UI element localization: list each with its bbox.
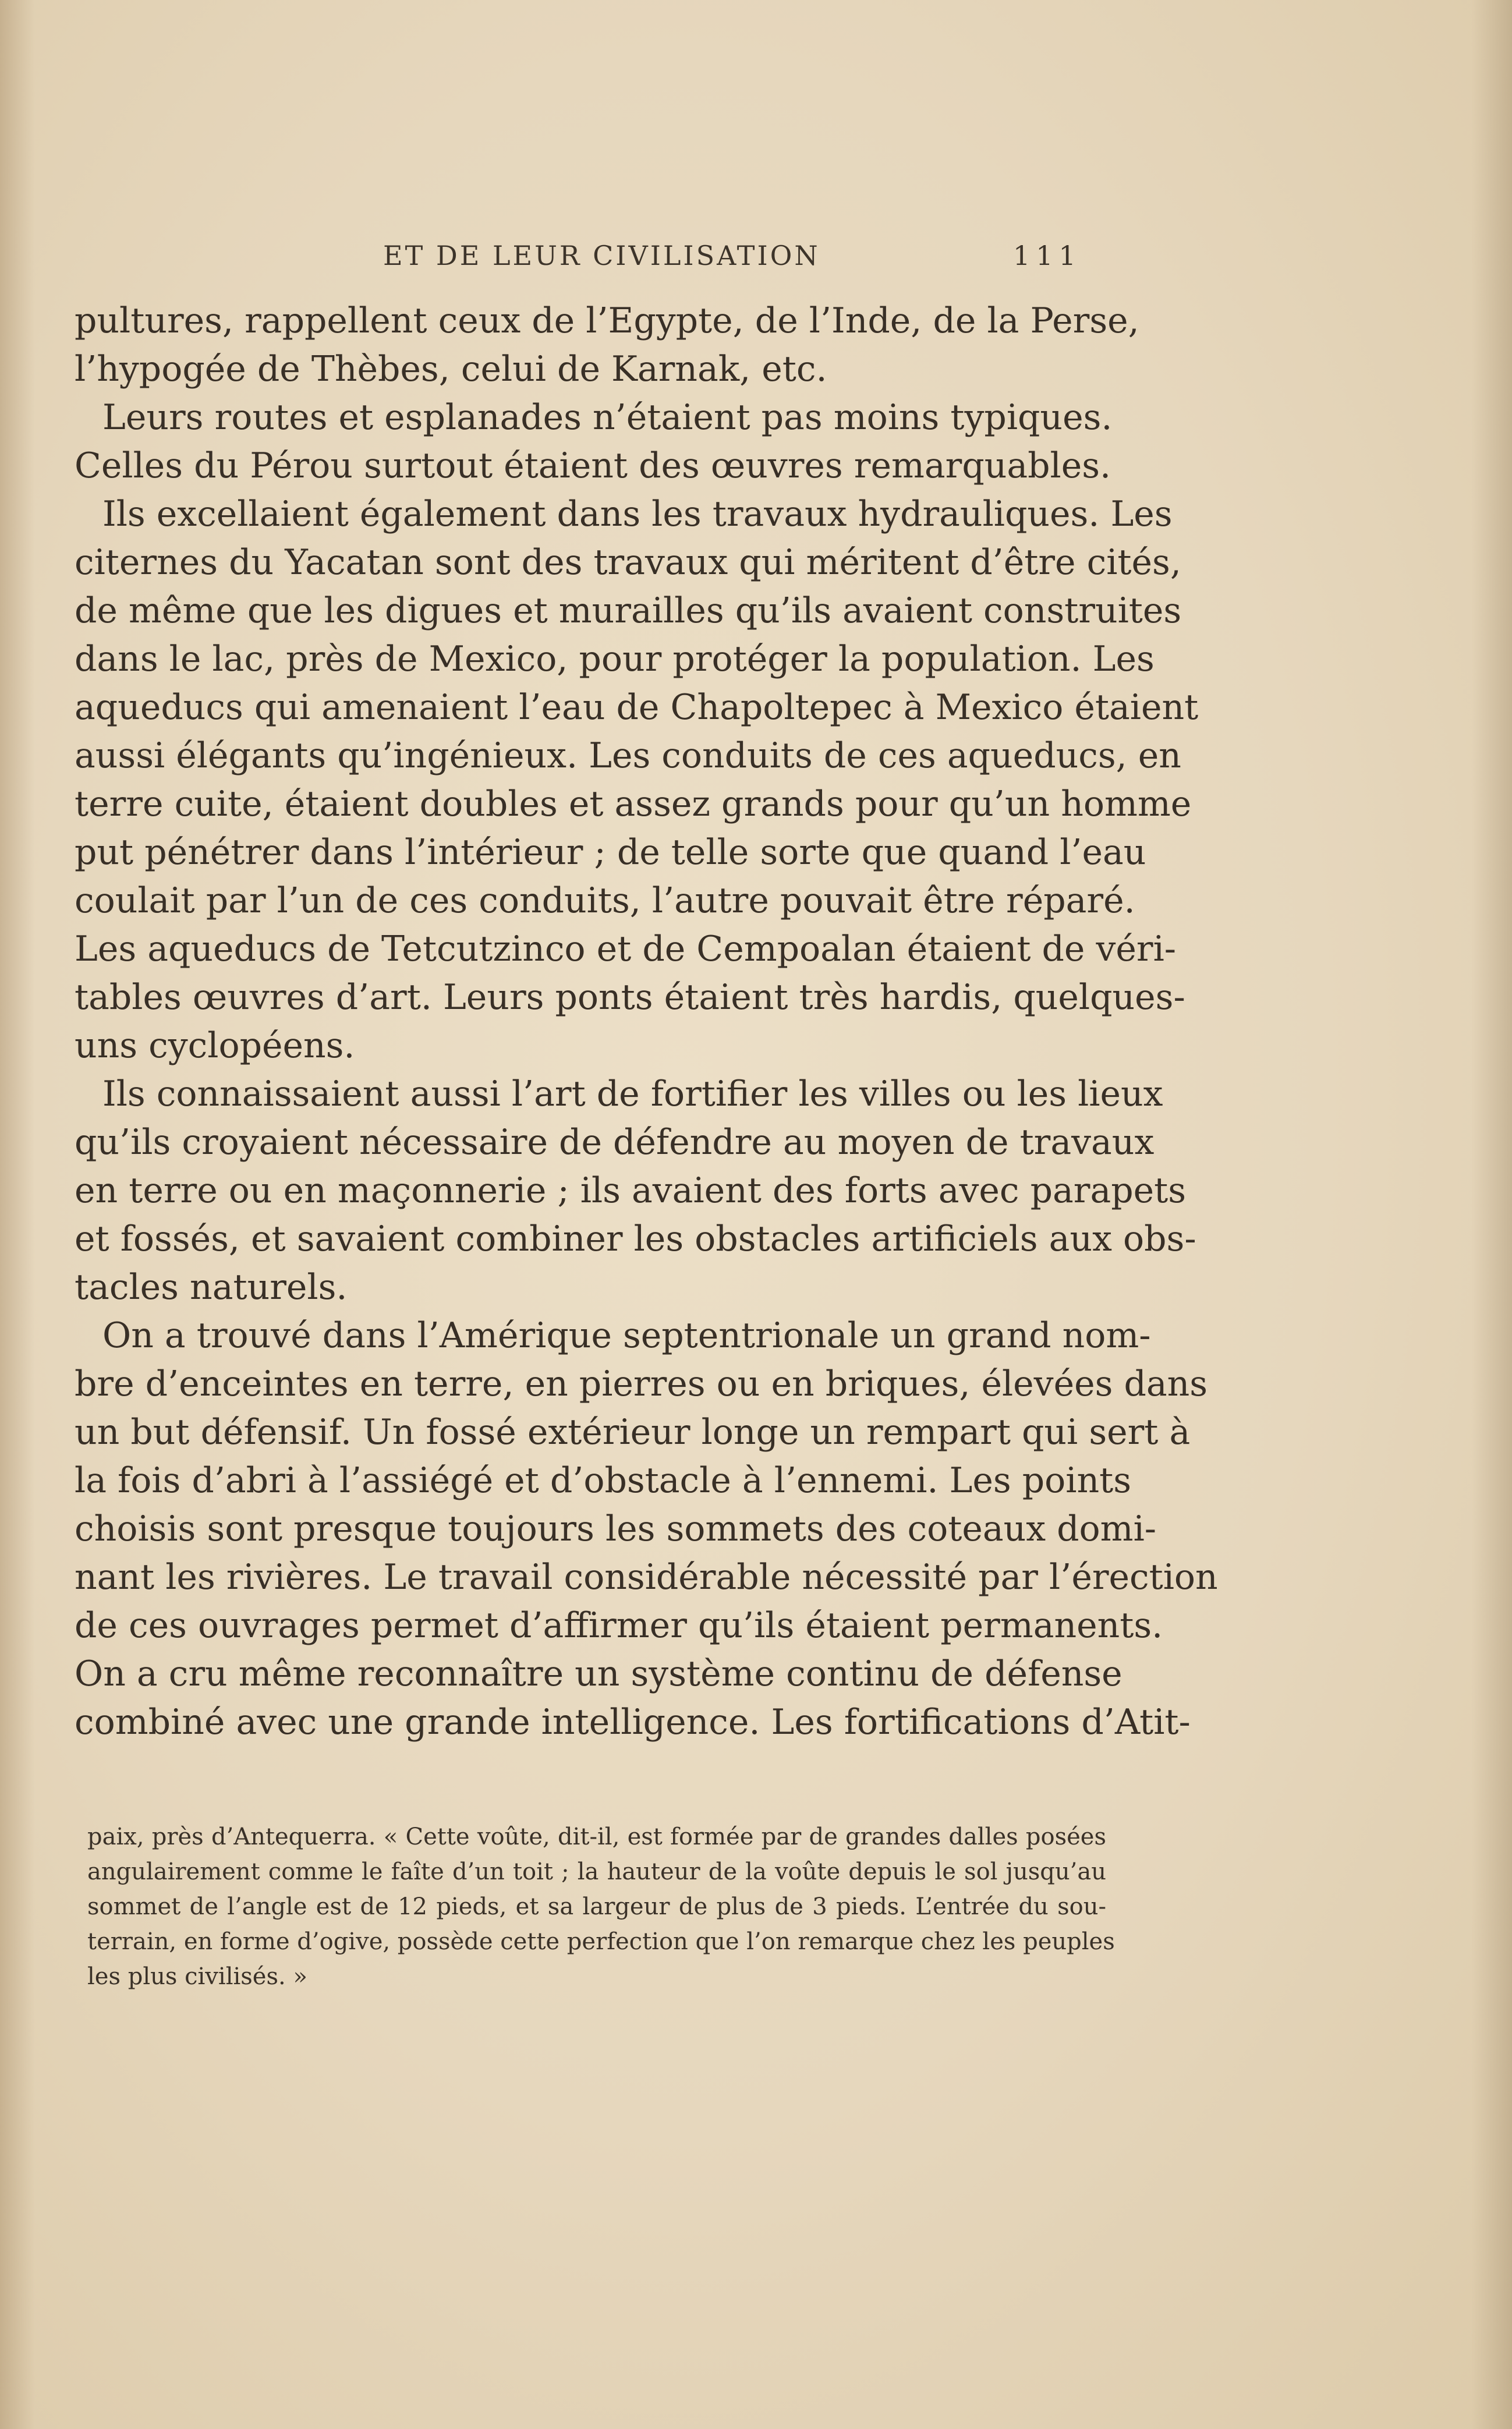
- text-line: bre d’enceintes en terre, en pierres ou en briques, élevées dans: [75, 1364, 1208, 1404]
- page-number: 111: [1013, 240, 1082, 271]
- text-line: l’hypogée de Thèbes, celui de Karnak, etc.: [75, 349, 827, 390]
- text-line: tables œuvres d’art. Leurs ponts étaient très hardis, quelques-: [75, 977, 1185, 1018]
- text-line: On a cru même reconnaître un système continu de défense: [75, 1653, 1123, 1694]
- text-line: tacles naturels.: [75, 1267, 348, 1308]
- text-line: de même que les digues et murailles qu’ils avaient construites: [75, 590, 1182, 631]
- text-line: coulait par l’un de ces conduits, l’autre pouvait être réparé.: [75, 880, 1135, 921]
- footnote-line: sommet de l’angle est de 12 pieds, et sa largeur de plus de 3 pieds. L’entrée du sou-: [87, 1893, 1106, 1920]
- text-line: Les aqueducs de Tetcutzinco et de Cempoalan étaient de véri-: [75, 929, 1177, 969]
- footnote: [87, 1819, 1115, 1994]
- text-line: citernes du Yacatan sont des travaux qui méritent d’être cités,: [75, 542, 1181, 583]
- text-line: dans le lac, près de Mexico, pour protéger la population. Les: [75, 639, 1155, 679]
- text-line: put pénétrer dans l’intérieur ; de telle sorte que quand l’eau: [75, 832, 1146, 873]
- text-line: Leurs routes et esplanades n’étaient pas moins typiques.: [102, 397, 1113, 438]
- footnote-line: paix, près d’Antequerra. « Cette voûte, dit-il, est formée par de grandes dalles posées: [87, 1823, 1106, 1850]
- text-line: qu’ils croyaient nécessaire de défendre au moyen de travaux: [75, 1122, 1155, 1163]
- text-line: combiné avec une grande intelligence. Les fortifications d’Atit-: [75, 1702, 1191, 1743]
- text-line: la fois d’abri à l’assiégé et d’obstacle à l’ennemi. Les points: [75, 1460, 1132, 1501]
- text-line: et fossés, et savaient combiner les obstacles artificiels aux obs-: [75, 1219, 1196, 1259]
- text-line: Celles du Pérou surtout étaient des œuvres remarquables.: [75, 445, 1111, 486]
- footnote-line: les plus civilisés. »: [87, 1963, 307, 1990]
- text-line: Ils excellaient également dans les travaux hydrauliques. Les: [102, 494, 1173, 534]
- running-title: ET DE LEUR CIVILISATION: [383, 240, 820, 271]
- text-line: choisis sont presque toujours les sommets des coteaux domi-: [75, 1509, 1157, 1549]
- text-line: uns cyclopéens.: [75, 1025, 355, 1066]
- text-line: terre cuite, étaient doubles et assez grands pour qu’un homme: [75, 784, 1192, 824]
- text-line: aqueducs qui amenaient l’eau de Chapoltepec à Mexico étaient: [75, 687, 1199, 728]
- text-line: en terre ou en maçonnerie ; ils avaient des forts avec parapets: [75, 1170, 1187, 1211]
- text-line: Ils connaissaient aussi l’art de fortifier les villes ou les lieux: [102, 1074, 1163, 1114]
- body-text: [75, 297, 1218, 1747]
- text-line: On a trouvé dans l’Amérique septentrionale un grand nom-: [102, 1315, 1151, 1356]
- text-line: de ces ouvrages permet d’affirmer qu’ils étaient permanents.: [75, 1605, 1163, 1646]
- text-line: aussi élégants qu’ingénieux. Les conduits de ces aqueducs, en: [75, 735, 1181, 776]
- binding-shadow: [0, 0, 35, 2429]
- footnote-line: terrain, en forme d’ogive, possède cette perfection que l’on remarque chez les peuples: [87, 1928, 1115, 1955]
- text-line: pultures, rappellent ceux de l’Egypte, de l’Inde, de la Perse,: [75, 300, 1139, 341]
- page-edge: [1471, 0, 1512, 2429]
- text-line: un but défensif. Un fossé extérieur longe un rempart qui sert à: [75, 1412, 1191, 1453]
- text-line: nant les rivières. Le travail considérable nécessité par l’érection: [75, 1557, 1218, 1598]
- footnote-line: angulairement comme le faîte d’un toit ; la hauteur de la voûte depuis le sol jusqu’au: [87, 1858, 1106, 1885]
